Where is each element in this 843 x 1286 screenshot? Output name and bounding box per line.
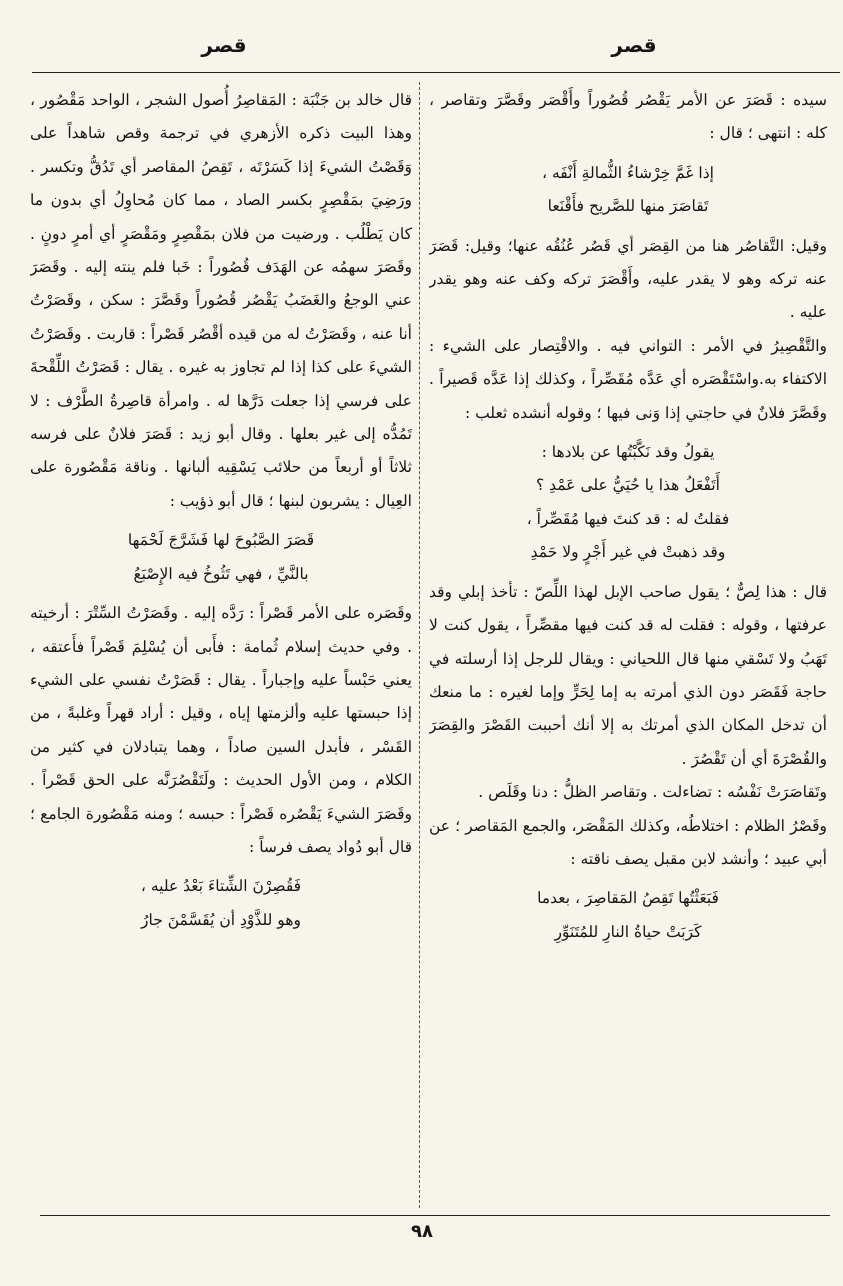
paragraph: سيده : قَصَرَ عن الأمر يَقْصُر قُصُوراً وأَقْصَر وقَصَّرَ وتقاصر ، كله : انتهى ؛ قال :	[429, 91, 827, 143]
bottom-rule	[40, 1215, 830, 1216]
paragraph: وقَصَره على الأمر قَصْراً : رَدَّه إليه . وقَصَرْتُ السِّتْرَ : أرخيته . وفي حديث إسلام ثُمامة : فأَبى أن يُسْلِمَ قَصْراً فأَعتقه ، يعني حَبْساً عليه وإجباراً . يقال : قَصَرْتُ نفسي على الشيء إذا حبستها عليه وألزمتها إياه ، وقيل : أراد قهراً وغلبةً ، من القَسْر ، فأبدل السين صاداً ، وهما يتبادلان في كثير من الكلام ، ومن الأول الحديث : ولَتَقْصُرَنَّه على الحق قَصْراً . وقَصَرَ الشيءَ يَقْصُره قَصْراً : حبسه ؛ ومنه مَقْصُورة الجامع ؛ قال أبو دُواد يصف فرساً :	[30, 604, 412, 856]
paragraph: قال : هذا لِصٌّ ؛ يقول صاحب الإبل لهذا اللِّصّ : تأخذ إبلي وقد عرفتها ، وقوله : فقلت له قد كنت فيها مقصِّراً ، يقول كنت لا تَهَبُ ولا تَسْقي منها قال اللحياني : ويقال للرجل إذا أرسلته في حاجة فَقَصَر دون الذي أمرته به إما لِحَرٍّ وإما لغيره : ما منعك أن تدخل المكان الذي أمرتك به إلا أنك أحببت القَصْرَ والقِصَرَ والقُصْرَةَ أي أن تَقْصُرَ .	[429, 582, 827, 768]
right-column	[429, 84, 827, 1210]
paragraph: وقَصْرُ الظلام : اختلاطُه، وكذلك المَقْصَر، والجمع المَقاصر ؛ عن أبي عبيد ؛ وأنشد لابن مقبل يصف ناقته :	[429, 816, 827, 868]
verse-line: أَتَفْعَلُ هذا يا حُيَيُّ على عَمْدِ ؟	[536, 476, 720, 495]
header-entry-word-right: قصر	[611, 33, 657, 57]
verse	[30, 524, 412, 591]
verse-line: فَبَعَثْتُها تَقِصُ المَقاصِرَ ، بعدما	[537, 889, 719, 908]
paragraph: وقيل: التَّقاصُر هنا من القِصَر أي قَصُر عُنُقُه عنها؛ وقيل: قَصَرَ عنه تركه وهو لا يقدر عليه، وأَقْصَرَ تركه وكف عنه وهو يقدر عليه .	[429, 236, 827, 322]
verse-line: وهو للذَّوْدِ أن يُقَسَّمْنَ جارُ	[141, 910, 301, 929]
verse-line: بالنَّيِّ ، فهي تَثُوخُ فيه الإِصْبَعُ	[133, 564, 309, 583]
verse	[429, 436, 827, 570]
verse	[429, 157, 827, 224]
verse-line: تَقاصَرَ منها للصَّريح فأَقْنَعا	[547, 197, 709, 216]
verse	[30, 870, 412, 937]
verse-line: وقد ذهبتْ في غير أَجْرٍ ولا حَمْدِ	[530, 543, 726, 562]
verse	[429, 882, 827, 949]
paragraph: والتَّقْصِيرُ في الأمر : التواني فيه . والاقْتِصار على الشيء : الاكتفاء به.واسْتَقْصَره أي عَدَّه مُقَصِّراً ، وكذلك إذا عَدَّه قَصيراً . وقَصَّرَ فلانٌ في حاجتي إذا وَنى فيها ؛ وقوله أنشده ثعلب :	[429, 336, 827, 422]
verse-line: كَرَبَتْ حياةُ النارِ للمُتَنَوِّرِ	[554, 922, 702, 941]
verse-line: فقلتُ له : قد كنتَ فيها مُقَصِّراً ،	[526, 509, 730, 528]
verse-line: قَصَرَ الصَّبُوحَ لها فَشَرَّجَ لَحْمَها	[127, 531, 315, 550]
top-rule	[32, 72, 840, 73]
paragraph: قال خالد بن جَنْبَة : المَقاصِرُ أُصول الشجر ، الواحد مَقْصُور ، وهذا البيت ذكره الأزهري في ترجمة وقص شاهداً على وَقَصْتُ الشيءَ إذا كَسَرْتَه ، تَقِصُ المقاصر أي تَدُقُّ وتكسر . ورَضِيَ بمَقْصِرٍ بكسر الصاد ، مما كان مُحاوِلُ أي بدون ما كان يَطْلُب . ورضيت من فلان بمَقْصِرٍ ومَقْصَرٍ أي أمرٍ دونٍ . وقَصَرَ سهمُه عن الهَدَف قُصُوراً : خَبا فلم ينته إليه . وقَصَرَ عني الوجعُ والغَضَبُ يَقْصُر قُصُوراً وقَصَّرَ : سكن ، وقَصَرْتُ أنا عنه ، وقَصَرْتُ له من قيده أقْصُر قَصْراً : قاربت . وقَصَرْتُ الشيءَ على كذا إذا لم تجاوز به غيره . يقال : قَصَرْتُ اللِّقْحةَ على فرسي إذا جعلت دَرَّها له . وامرأة قاصِرةُ الطَّرْف : لا تَمُدُّه إلى غير بعلها . وقال أبو زيد : قَصَرَ فلانٌ على فرسه ثلاثاً أو أربعاً من حلائب يَسْقِيه ألبانها . وناقة مَقْصُورة على العِيال : يشربون لبنها ؛ قال أبو ذؤيب :	[30, 91, 412, 510]
verse-line: يقولُ وقد نَكَّبْتُها عن بلادها :	[541, 443, 715, 462]
verse-line: إذا غَمَّ خِرْشاءُ الثُّمالةِ أَنْفَه ،	[542, 163, 714, 182]
column-divider	[419, 82, 420, 1208]
header-entry-word-left: قصر	[201, 33, 247, 57]
verse-line: فَقُصِرْنَ الشِّتاءَ بَعْدُ عليه ،	[140, 877, 302, 896]
page-number: ٩٨	[411, 1221, 433, 1242]
left-column	[30, 84, 412, 1210]
paragraph: وتَقاصَرَتْ نَفْسُه : تضاءلت . وتقاصر الظلُّ : دنا وقَلَص .	[478, 783, 827, 802]
